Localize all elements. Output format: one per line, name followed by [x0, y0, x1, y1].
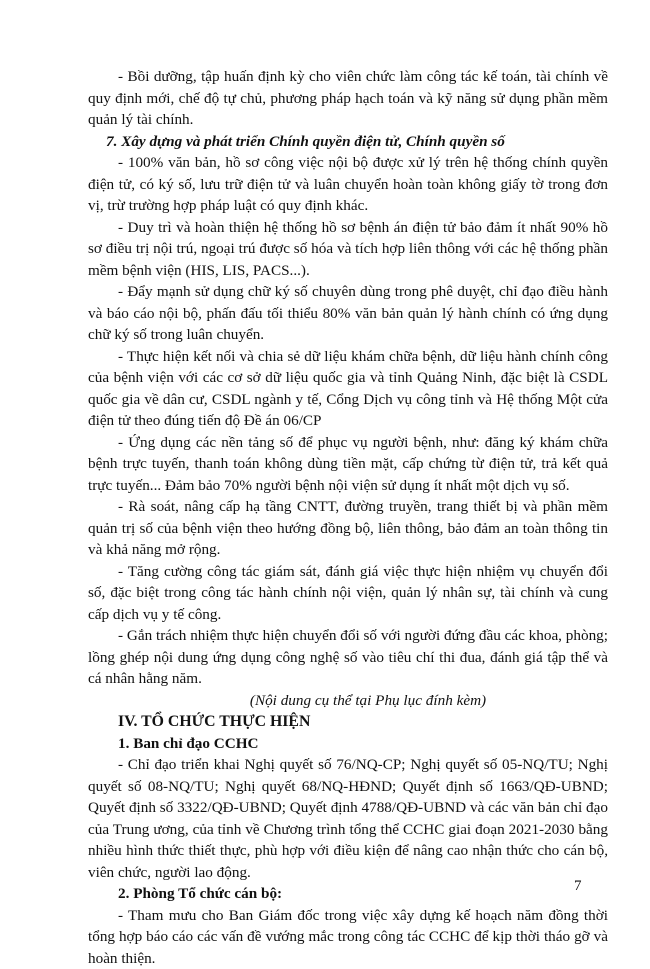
paragraph-medical-records: - Duy trì và hoàn thiện hệ thống hồ sơ bệnh án điện tử bảo đảm ít nhất 90% hồ sơ điều trị nội trú, ngoại trú được số hóa và tích hợp liên thông với các hệ thống phần mềm bệnh viện (HIS, LIS, PACS...). [88, 217, 608, 282]
paragraph-responsibility: - Gắn trách nhiệm thực hiện chuyển đổi số với người đứng đầu các khoa, phòng; lồng ghép nội dung ứng dụng công nghệ số vào tiêu chí thi đua, đánh giá tập thể và cá nhân hằng năm. [88, 625, 608, 690]
paragraph-supervision: - Tăng cường công tác giám sát, đánh giá việc thực hiện nhiệm vụ chuyển đổi số, đặc biệt trong công tác hành chính nội viện, quản lý nhân sự, tài chính và cung cấp dịch vụ y tế công. [88, 561, 608, 626]
document-body [88, 66, 608, 969]
paragraph-training: - Bồi dưỡng, tập huấn định kỳ cho viên chức làm công tác kế toán, tài chính về quy định mới, chế độ tự chủ, phương pháp hạch toán và kỹ năng sử dụng phần mềm quản lý tài chính. [88, 66, 608, 131]
section-title-implementation: IV. TỔ CHỨC THỰC HIỆN [88, 711, 608, 733]
paragraph-it-infrastructure: - Rà soát, nâng cấp hạ tầng CNTT, đường truyền, trang thiết bị và phần mềm quản trị số của bệnh viện theo hướng đồng bộ, liên thông, bảo đảm an toàn thông tin và khả năng mở rộng. [88, 496, 608, 561]
paragraph-digital-signature: - Đẩy mạnh sử dụng chữ ký số chuyên dùng trong phê duyệt, chỉ đạo điều hành và báo cáo nội bộ, phấn đấu tối thiểu 80% văn bản quản lý hành chính có ứng dụng chữ ký số trong luân chuyển. [88, 281, 608, 346]
paragraph-digital-platforms: - Ứng dụng các nền tảng số để phục vụ người bệnh, như: đăng ký khám chữa bệnh trực tuyến, thanh toán không dùng tiền mặt, cấp chứng từ điện tử, trả kết quả trực tuyến... Đảm bảo 70% người bệnh nội viện sử dụng ít nhất một dịch vụ số. [88, 432, 608, 497]
page-number: 7 [574, 876, 582, 898]
heading-steering-committee: 1. Ban chỉ đạo CCHC [88, 733, 608, 755]
heading-e-government: 7. Xây dựng và phát triển Chính quyền điện tử, Chính quyền số [88, 131, 608, 153]
paragraph-personnel-advice: - Tham mưu cho Ban Giám đốc trong việc xây dựng kế hoạch năm đồng thời tổng hợp báo cáo các vấn đề vướng mắc trong công tác CCHC để kịp thời tháo gỡ và hoàn thiện. [88, 905, 608, 969]
heading-personnel-department: 2. Phòng Tổ chức cán bộ: [88, 883, 608, 905]
paragraph-steering-directives: - Chỉ đạo triển khai Nghị quyết số 76/NQ-CP; Nghị quyết số 05-NQ/TU; Nghị quyết số 08-NQ/TU; Nghị quyết 68/NQ-HĐND; Quyết định số 1663/QĐ-UBND; Quyết định số 3322/QĐ-UBND; Quyết định 4788/QĐ-UBND và các văn bản chỉ đạo của Trung ương, của tỉnh về Chương trình tổng thể CCHC giai đoạn 2021-2030 bằng nhiều hình thức thiết thực, phù hợp với điều kiện để nâng cao nhận thức cho cán bộ, viên chức, người lao động. [88, 754, 608, 883]
paragraph-data-sharing: - Thực hiện kết nối và chia sẻ dữ liệu khám chữa bệnh, dữ liệu hành chính công của bệnh viện với các cơ sở dữ liệu quốc gia và tỉnh Quảng Ninh, đặc biệt là CSDL quốc gia về dân cư, CSDL ngành y tế, Cổng Dịch vụ công tỉnh và Hệ thống Một cửa điện tử theo đúng tiến độ Đề án 06/CP [88, 346, 608, 432]
appendix-note: (Nội dung cụ thể tại Phụ lục đính kèm) [88, 690, 608, 712]
paragraph-paperless: - 100% văn bản, hồ sơ công việc nội bộ được xử lý trên hệ thống chính quyền điện tử, có ký số, lưu trữ điện tử và luân chuyển hoàn toàn không giấy tờ trong đơn vị, trừ trường hợp pháp luật có quy định khác. [88, 152, 608, 217]
